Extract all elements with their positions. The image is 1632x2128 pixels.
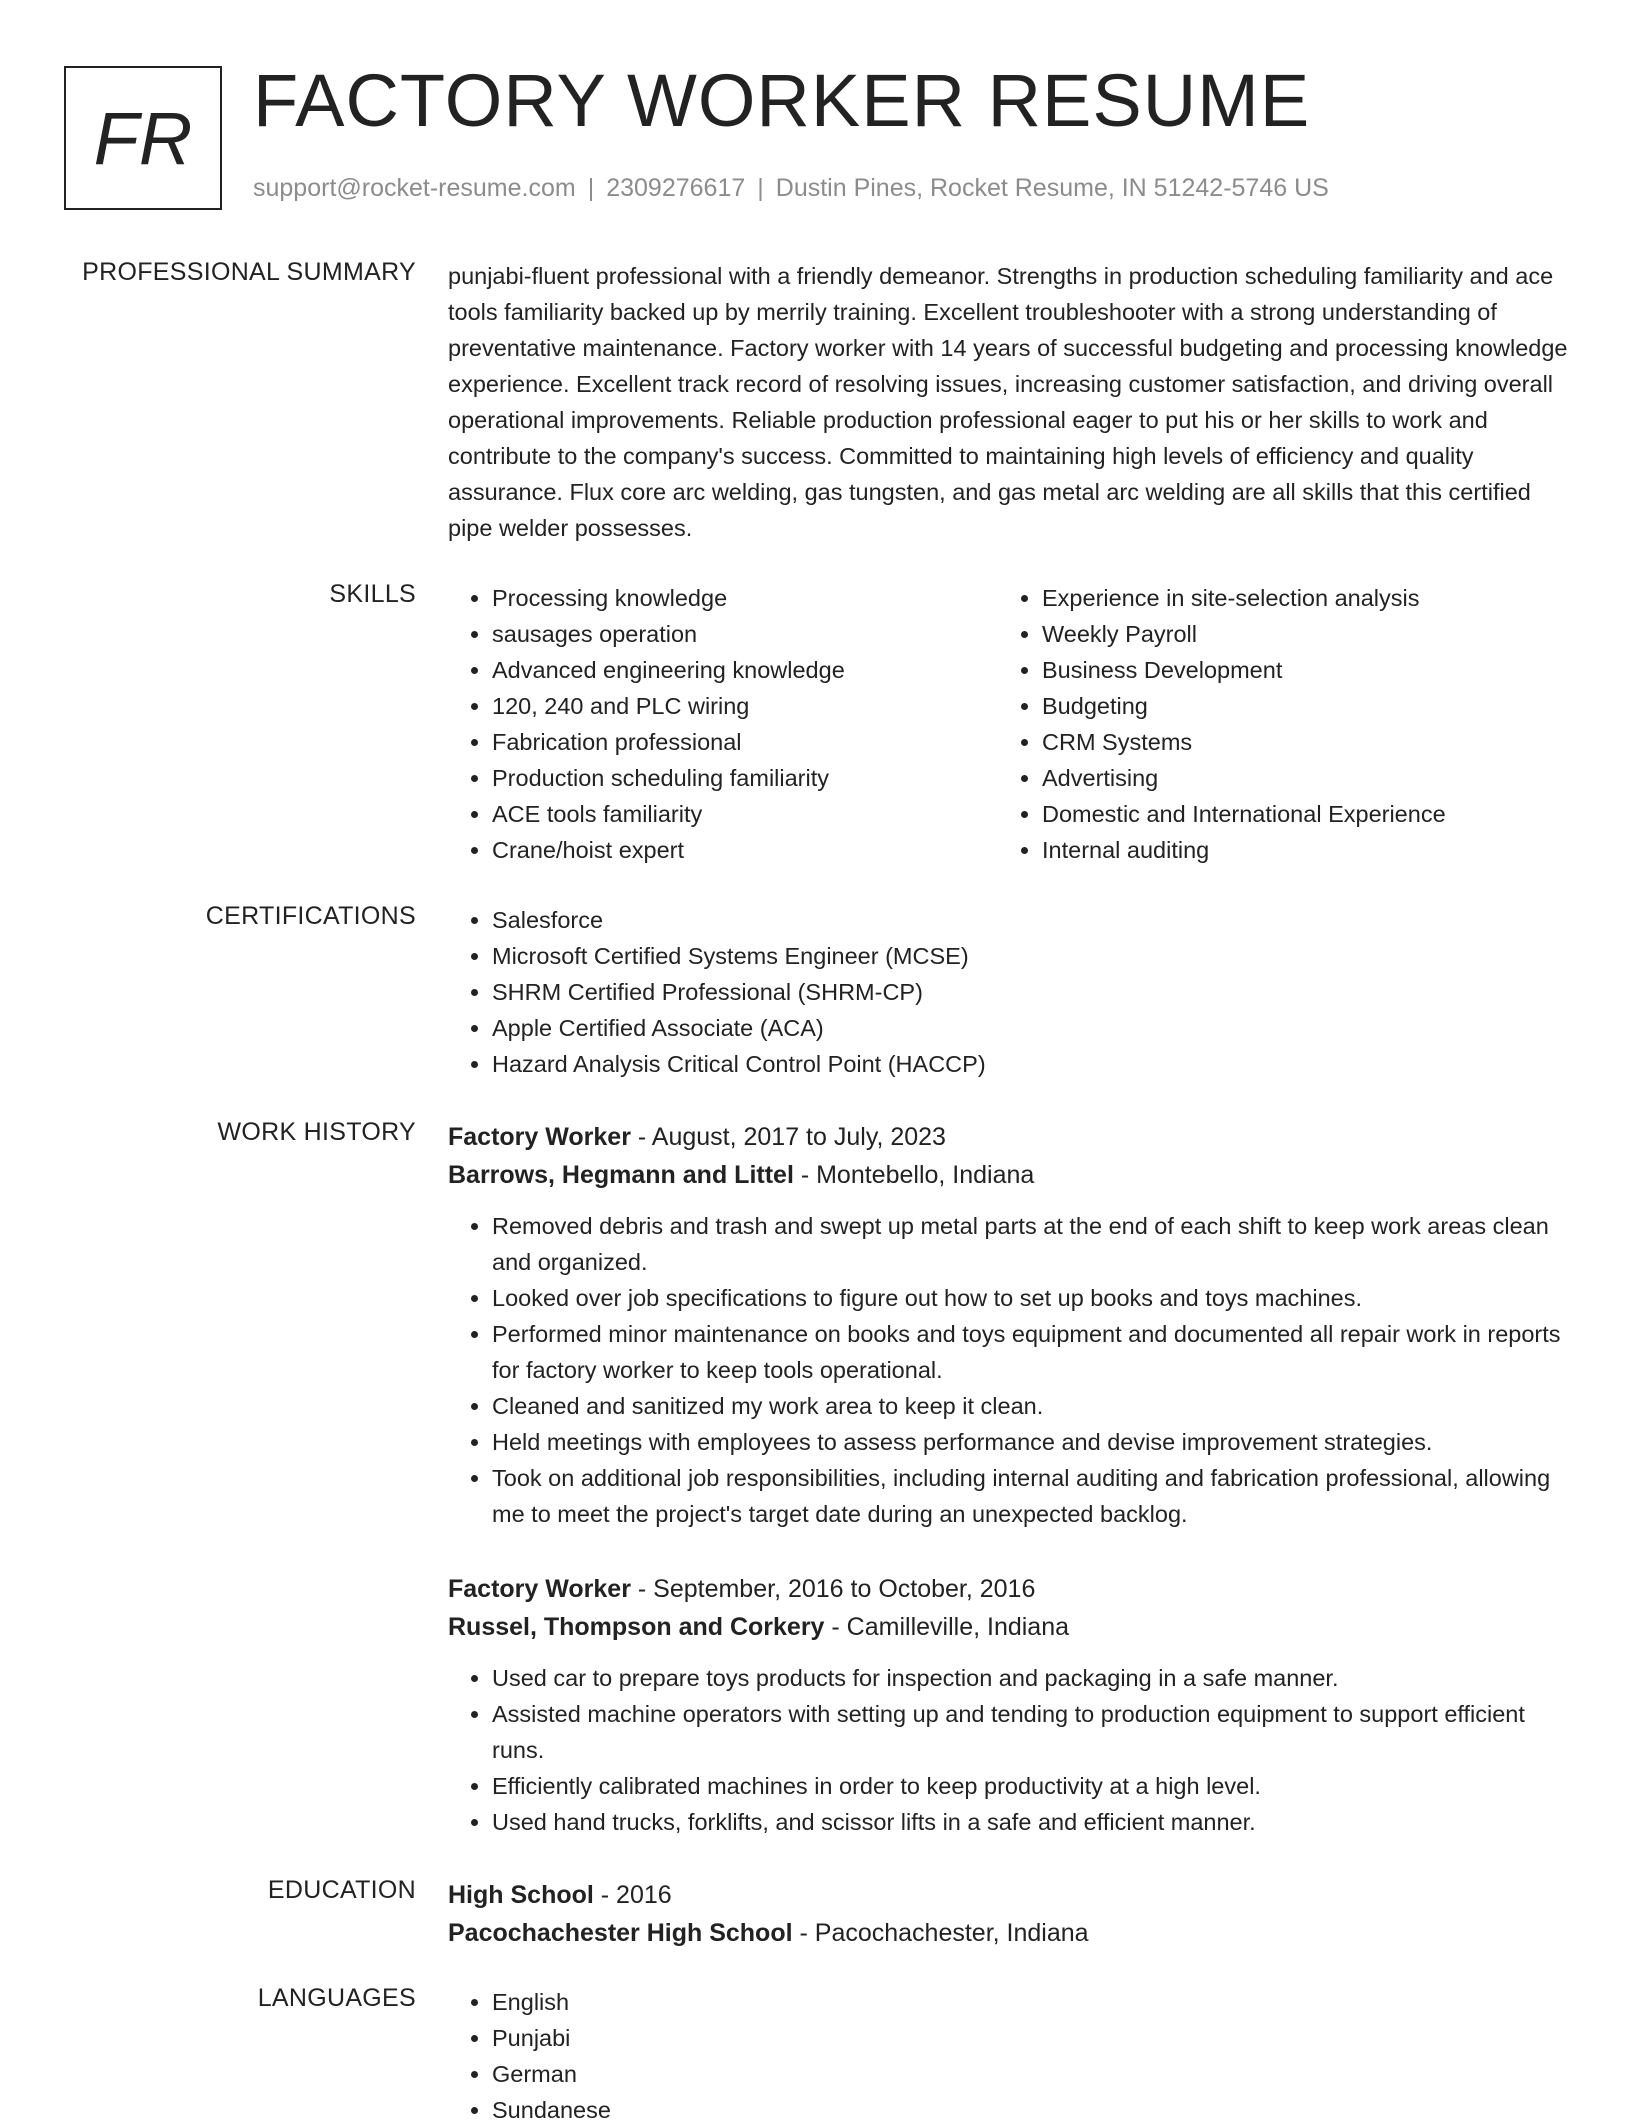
- monogram-initials: FR: [93, 96, 193, 180]
- job-duty: • Assisted machine operators with setting up and tending to production equipment to support efficient runs.: [492, 1696, 1568, 1768]
- section-body: [448, 1118, 1568, 1532]
- section-body: [448, 258, 1568, 546]
- skill-item: • sausages operation: [492, 616, 998, 652]
- skill-item: • Internal auditing: [1042, 832, 1562, 868]
- job-company-line: [448, 1156, 1568, 1194]
- skill-item: • Fabrication professional: [492, 724, 998, 760]
- section-heading: WORK HISTORY: [217, 1118, 416, 1146]
- contact-separator: |: [757, 174, 764, 202]
- certification-item: • SHRM Certified Professional (SHRM-CP): [492, 974, 1568, 1010]
- education-school: Pacochachester High School: [448, 1919, 793, 1947]
- skill-item: • 120, 240 and PLC wiring: [492, 688, 998, 724]
- job-duty: • Used hand trucks, forklifts, and scissor lifts in a safe and efficient manner.: [492, 1804, 1568, 1840]
- language-item: • Sundanese: [492, 2092, 1568, 2128]
- resume-header: [64, 59, 1564, 210]
- language-item: • German: [492, 2056, 1568, 2092]
- job-duty: • Performed minor maintenance on books and toys equipment and documented all repair work in reports for factory worker to keep tools operational.: [492, 1316, 1568, 1388]
- job-title: Factory Worker: [448, 1575, 631, 1603]
- skill-item: • Production scheduling familiarity: [492, 760, 998, 796]
- job-company: Russel, Thompson and Corkery: [448, 1613, 825, 1641]
- job-dates: - September, 2016 to October, 2016: [630, 1575, 1036, 1603]
- contact-phone[interactable]: 2309276617: [606, 174, 746, 202]
- skills-list-right: [998, 580, 1562, 868]
- job-duties-list: [448, 1208, 1568, 1532]
- resume-title: FACTORY WORKER RESUME: [253, 59, 1311, 142]
- education-school-line: [448, 1914, 1568, 1952]
- job-duty: • Efficiently calibrated machines in order to keep productivity at a high level.: [492, 1768, 1568, 1804]
- contact-separator: |: [587, 174, 595, 202]
- job-title-line: [448, 1118, 1568, 1156]
- job-entry: [448, 1570, 1568, 1840]
- education-year: - 2016: [593, 1881, 672, 1909]
- job-title: Factory Worker: [448, 1123, 631, 1151]
- section-body: [448, 1570, 1568, 1840]
- contact-address: Dustin Pines, Rocket Resume, IN 51242-5746 US: [775, 174, 1329, 202]
- contact-line: [253, 174, 1329, 203]
- skill-item: • ACE tools familiarity: [492, 796, 998, 832]
- skill-item: • Processing knowledge: [492, 580, 998, 616]
- contact-email[interactable]: support@rocket-resume.com: [253, 174, 576, 202]
- job-company-line: [448, 1608, 1568, 1646]
- skill-item: • Weekly Payroll: [1042, 616, 1562, 652]
- skill-item: • Experience in site-selection analysis: [1042, 580, 1562, 616]
- skill-item: • CRM Systems: [1042, 724, 1562, 760]
- certification-item: • Hazard Analysis Critical Control Point (HACCP): [492, 1046, 1568, 1082]
- skills-columns: [448, 580, 1568, 868]
- education-degree: High School: [448, 1881, 594, 1909]
- section-heading: PROFESSIONAL SUMMARY: [82, 258, 416, 286]
- job-title-line: [448, 1570, 1568, 1608]
- section-body: [448, 1876, 1568, 1952]
- language-item: • Punjabi: [492, 2020, 1568, 2056]
- section-heading: SKILLS: [329, 580, 416, 608]
- skill-item: • Advertising: [1042, 760, 1562, 796]
- job-duty: • Cleaned and sanitized my work area to keep it clean.: [492, 1388, 1568, 1424]
- education-degree-line: [448, 1876, 1568, 1914]
- job-location: - Montebello, Indiana: [793, 1161, 1035, 1189]
- job-entry: [448, 1118, 1568, 1532]
- job-company: Barrows, Hegmann and Littel: [448, 1161, 794, 1189]
- job-duty: • Used car to prepare toys products for inspection and packaging in a safe manner.: [492, 1660, 1568, 1696]
- monogram-box: [64, 66, 222, 210]
- skill-item: • Domestic and International Experience: [1042, 796, 1562, 832]
- skill-item: • Budgeting: [1042, 688, 1562, 724]
- section-body: [448, 1984, 1568, 2128]
- certification-item: • Salesforce: [492, 902, 1568, 938]
- language-item: • English: [492, 1984, 1568, 2020]
- job-duty: • Held meetings with employees to assess performance and devise improvement strategies.: [492, 1424, 1568, 1460]
- summary-text: punjabi-fluent professional with a friendly demeanor. Strengths in production scheduling familiarity and ace tools familiarity backed up by merrily training. Excellent troubleshooter with a strong understanding of preventative maintenance. Factory worker with 14 years of successful budgeting and processing knowledge experience. Excellent track record of resolving issues, increasing customer satisfaction, and driving overall operational improvements. Reliable production professional eager to put his or her skills to work and contribute to the company's success. Committed to maintaining high levels of efficiency and quality assurance. Flux core arc welding, gas tungsten, and gas metal arc welding are all skills that this certified pipe welder possesses.: [448, 263, 1568, 541]
- skill-item: • Advanced engineering knowledge: [492, 652, 998, 688]
- skill-item: • Business Development: [1042, 652, 1562, 688]
- skills-list-left: [448, 580, 998, 868]
- job-dates: - August, 2017 to July, 2023: [630, 1123, 946, 1151]
- certification-item: • Apple Certified Associate (ACA): [492, 1010, 1568, 1046]
- job-duties-list: [448, 1660, 1568, 1840]
- job-duty: • Removed debris and trash and swept up metal parts at the end of each shift to keep work areas clean and organized.: [492, 1208, 1568, 1280]
- languages-list: [448, 1984, 1568, 2128]
- certification-item: • Microsoft Certified Systems Engineer (MCSE): [492, 938, 1568, 974]
- section-heading: LANGUAGES: [257, 1984, 416, 2012]
- section-heading: EDUCATION: [267, 1876, 416, 1904]
- job-duty: • Looked over job specifications to figure out how to set up books and toys machines.: [492, 1280, 1568, 1316]
- job-location: - Camilleville, Indiana: [824, 1613, 1070, 1641]
- job-duty: • Took on additional job responsibilities, including internal auditing and fabrication professional, allowing me to meet the project's target date during an unexpected backlog.: [492, 1460, 1568, 1532]
- section-body: [448, 902, 1568, 1082]
- certifications-list: [448, 902, 1568, 1082]
- section-heading: CERTIFICATIONS: [205, 902, 416, 930]
- education-location: - Pacochachester, Indiana: [792, 1919, 1089, 1947]
- skill-item: • Crane/hoist expert: [492, 832, 998, 868]
